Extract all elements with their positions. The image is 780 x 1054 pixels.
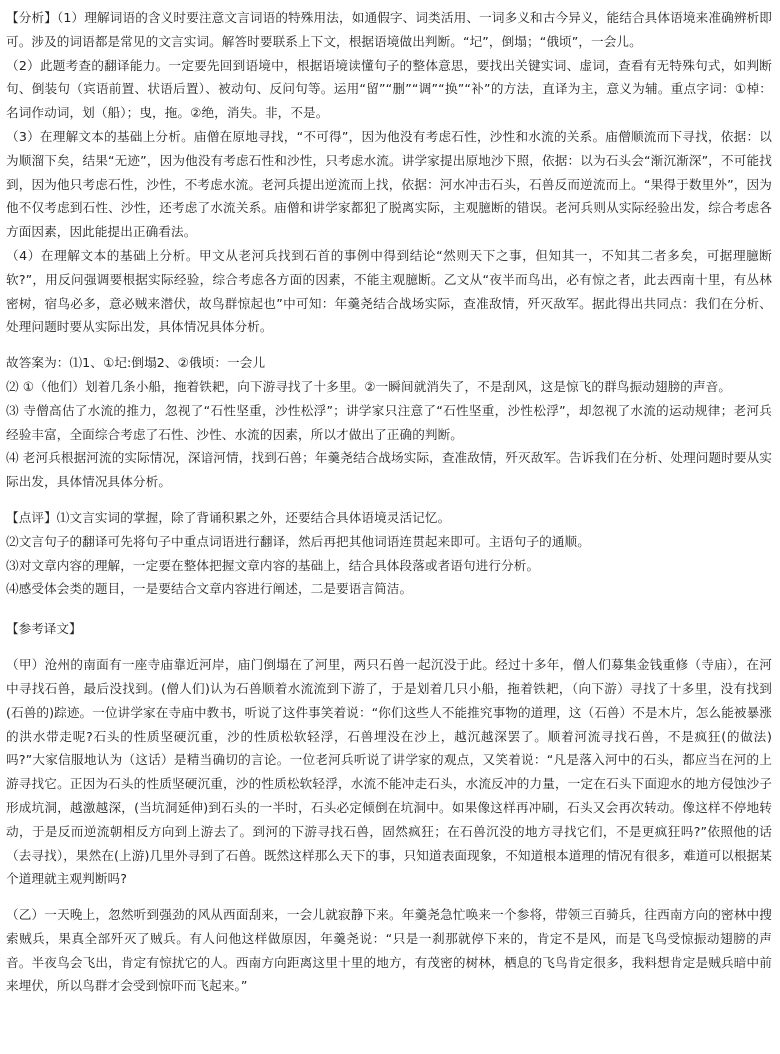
answer-section: [6, 351, 772, 494]
comment-1: 【点评】⑴文言实词的掌握，除了背诵积累之外，还要结合具体语境灵活记忆。: [6, 509, 451, 525]
analysis-paragraph-4: （4）在理解文本的基础上分析。甲文从老河兵找到石首的事例中得到结论“然则天下之事，但知其一，不知其二者多矣，可据理臆断软?”，用反问强调要根据实际经验，综合考虑各方面的因素，不能主观臆断。乙文从“夜半而鸟出，必有惊之者，此去西南十里，有丛林密树，宿鸟必多，意必贼来潜伏，故鸟群惊起也”中可知：年羹尧结合战场实际，查准敌情，歼灭敌军。据此得出共同点：我们在分析、处理问题时要从实际出发，具体情况具体分析。: [6, 247, 772, 335]
comment-3: ⑶对文章内容的理解，一定要在整体把握文章内容的基础上，结合具体段落或者语句进行分析。: [6, 557, 540, 573]
analysis-paragraph-1: 【分析】（1）理解词语的含义时要注意文言词语的特殊用法，如通假字、词类活用、一词多义和古今异义，能结合具体语境来准确辨析即可。涉及的词语都是常见的文言实词。解答时要联系上下文，根据语境做出判断。“圮”，倒塌；“俄顷”，一会儿。: [6, 10, 772, 49]
analysis-paragraph-3: （3）在理解文本的基础上分析。庙僧在原地寻找，“不可得”，因为他没有考虑石性，沙性和水流的关系。庙僧顺流而下寻找，依据：以为顺溜下矣，结果“无迹”，因为他没有考虑石性和沙性，只考虑水流。讲学家提出原地沙下照，依据：以为石头会“渐沉渐深”，不可能找到，因为他只考虑石性，沙性，不考虑水流。老河兵提出逆流而上找，依据：河水冲击石头，石兽反而逆流而上。“果得于数里外”，因为他不仅考虑到石性、沙性，还考虑了水流关系。庙僧和讲学家都犯了脱离实际，主观臆断的错误。老河兵则从实际经验出发，综合考虑各方面因素，因此能提出正确看法。: [6, 128, 772, 240]
spacer: [6, 494, 772, 506]
comment-section: [6, 506, 772, 601]
spacer: [6, 601, 772, 617]
answer-4: ⑷ 老河兵根据河流的实际情况，深谙河情，找到石兽；年羹尧结合战场实际，查准敌情，歼灭敌军。告诉我们在分析、处理问题时要从实际出发，具体情况具体分析。: [6, 450, 772, 490]
answer-2: ⑵ ①（他们）划着几条小船，拖着铁耙，向下游寻找了十多里。②一瞬间就消失了，不是刮风，这是惊飞的群鸟振动翅膀的声音。: [6, 378, 732, 394]
spacer: [6, 339, 772, 351]
translation-paragraph-jia: （甲）沧州的南面有一座寺庙靠近河岸，庙门倒塌在了河里，两只石兽一起沉没于此。经过十多年，僧人们募集金钱重修（寺庙），在河中寻找石兽，最后没找到。(僧人们)认为石兽顺着水流流到下游了，于是划着几只小船，拖着铁耙，（向下游）寻找了十多里，没有找到(石兽的)踪迹。一位讲学家在寺庙中教书，听说了这件事笑着说：“你们这些人不能推究事物的道理，这（石兽）不是木片，怎么能被暴涨的洪水带走呢?石头的性质坚硬沉重，沙的性质松软轻浮，石兽埋没在沙上，越沉越深罢了。顺着河流寻找石兽，不是疯狂(的做法)吗?”大家信服地认为（这话）是精当确切的言论。一位老河兵听说了讲学家的观点，又笑着说：“凡是落入河中的石头，都应当在河的上游寻找它。正因为石头的性质坚硬沉重，沙的性质松软轻浮，水流不能冲走石头，水流反冲的力量，一定在石头下面迎水的地方侵蚀沙子形成坑洞，越激越深，(当坑洞延伸)到石头的一半时，石头必定倾倒在坑洞中。如果像这样再冲刷，石头又会再次转动。像这样不停地转动，于是反而逆流朝相反方向到上游去了。到河的下游寻找石兽，固然疯狂；在石兽沉没的地方寻找它们，不是更疯狂吗?”依照他的话（去寻找），果然在(上游)几里外寻到了石兽。既然这样那么天下的事，只知道表面现象，不知道根本道理的情况有很多，难道可以根据某个道理就主观判断吗?: [6, 657, 772, 887]
translation-title: 【参考译文】: [6, 621, 82, 637]
comment-4: ⑷感受体会类的题目，一是要结合文章内容进行阐述，二是要语言简洁。: [6, 581, 413, 597]
spacer: [6, 641, 772, 653]
comment-2: ⑵文言句子的翻译可先将句子中重点词语进行翻译，然后再把其他词语连贯起来即可。主语句子的通顺。: [6, 533, 590, 549]
analysis-paragraph-2: （2）此题考查的翻译能力。一定要先回到语境中，根据语境读懂句子的整体意思，要找出关键实词、虚词，查看有无特殊句式，如判断句、倒装句（宾语前置、状语后置）、被动句、反问句等。运用“留”“删”“调”“换”“补”的方法，直译为主，意义为辅。重点字词：①棹：名词作动词，划（船）；曳，拖。②绝，消失。非，不是。: [6, 57, 772, 121]
answer-1: 故答案为：⑴1、①圮:倒塌2、②俄顷：一会儿: [6, 355, 266, 371]
answer-3: ⑶ 寺僧高估了水流的推力，忽视了“石性坚重，沙性松浮”；讲学家只注意了“石性坚重，沙性松浮”，却忽视了水流的运动规律；老河兵经验丰富，全面综合考虑了石性、沙性、水流的因素，所以才做出了正确的判断。: [6, 402, 772, 442]
translation-section: [6, 617, 772, 998]
translation-paragraph-yi: （乙）一天晚上，忽然听到强劲的风从西面刮来，一会儿就寂静下来。年羹尧急忙唤来一个参将，带领三百骑兵，往西南方向的密林中搜索贼兵，果真全部歼灭了贼兵。有人问他这样做原因，年羹尧说：“只是一刹那就停下来的，肯定不是风，而是飞鸟受惊振动翅膀的声音。半夜鸟会飞出，肯定有惊扰它的人。西南方向距离这里十里的地方，有茂密的树林，栖息的飞鸟肯定很多，我料想肯定是贼兵暗中前来埋伏，所以鸟群才会受到惊吓而飞起来。”: [6, 907, 772, 994]
analysis-section: [6, 6, 772, 339]
spacer: [6, 891, 772, 903]
